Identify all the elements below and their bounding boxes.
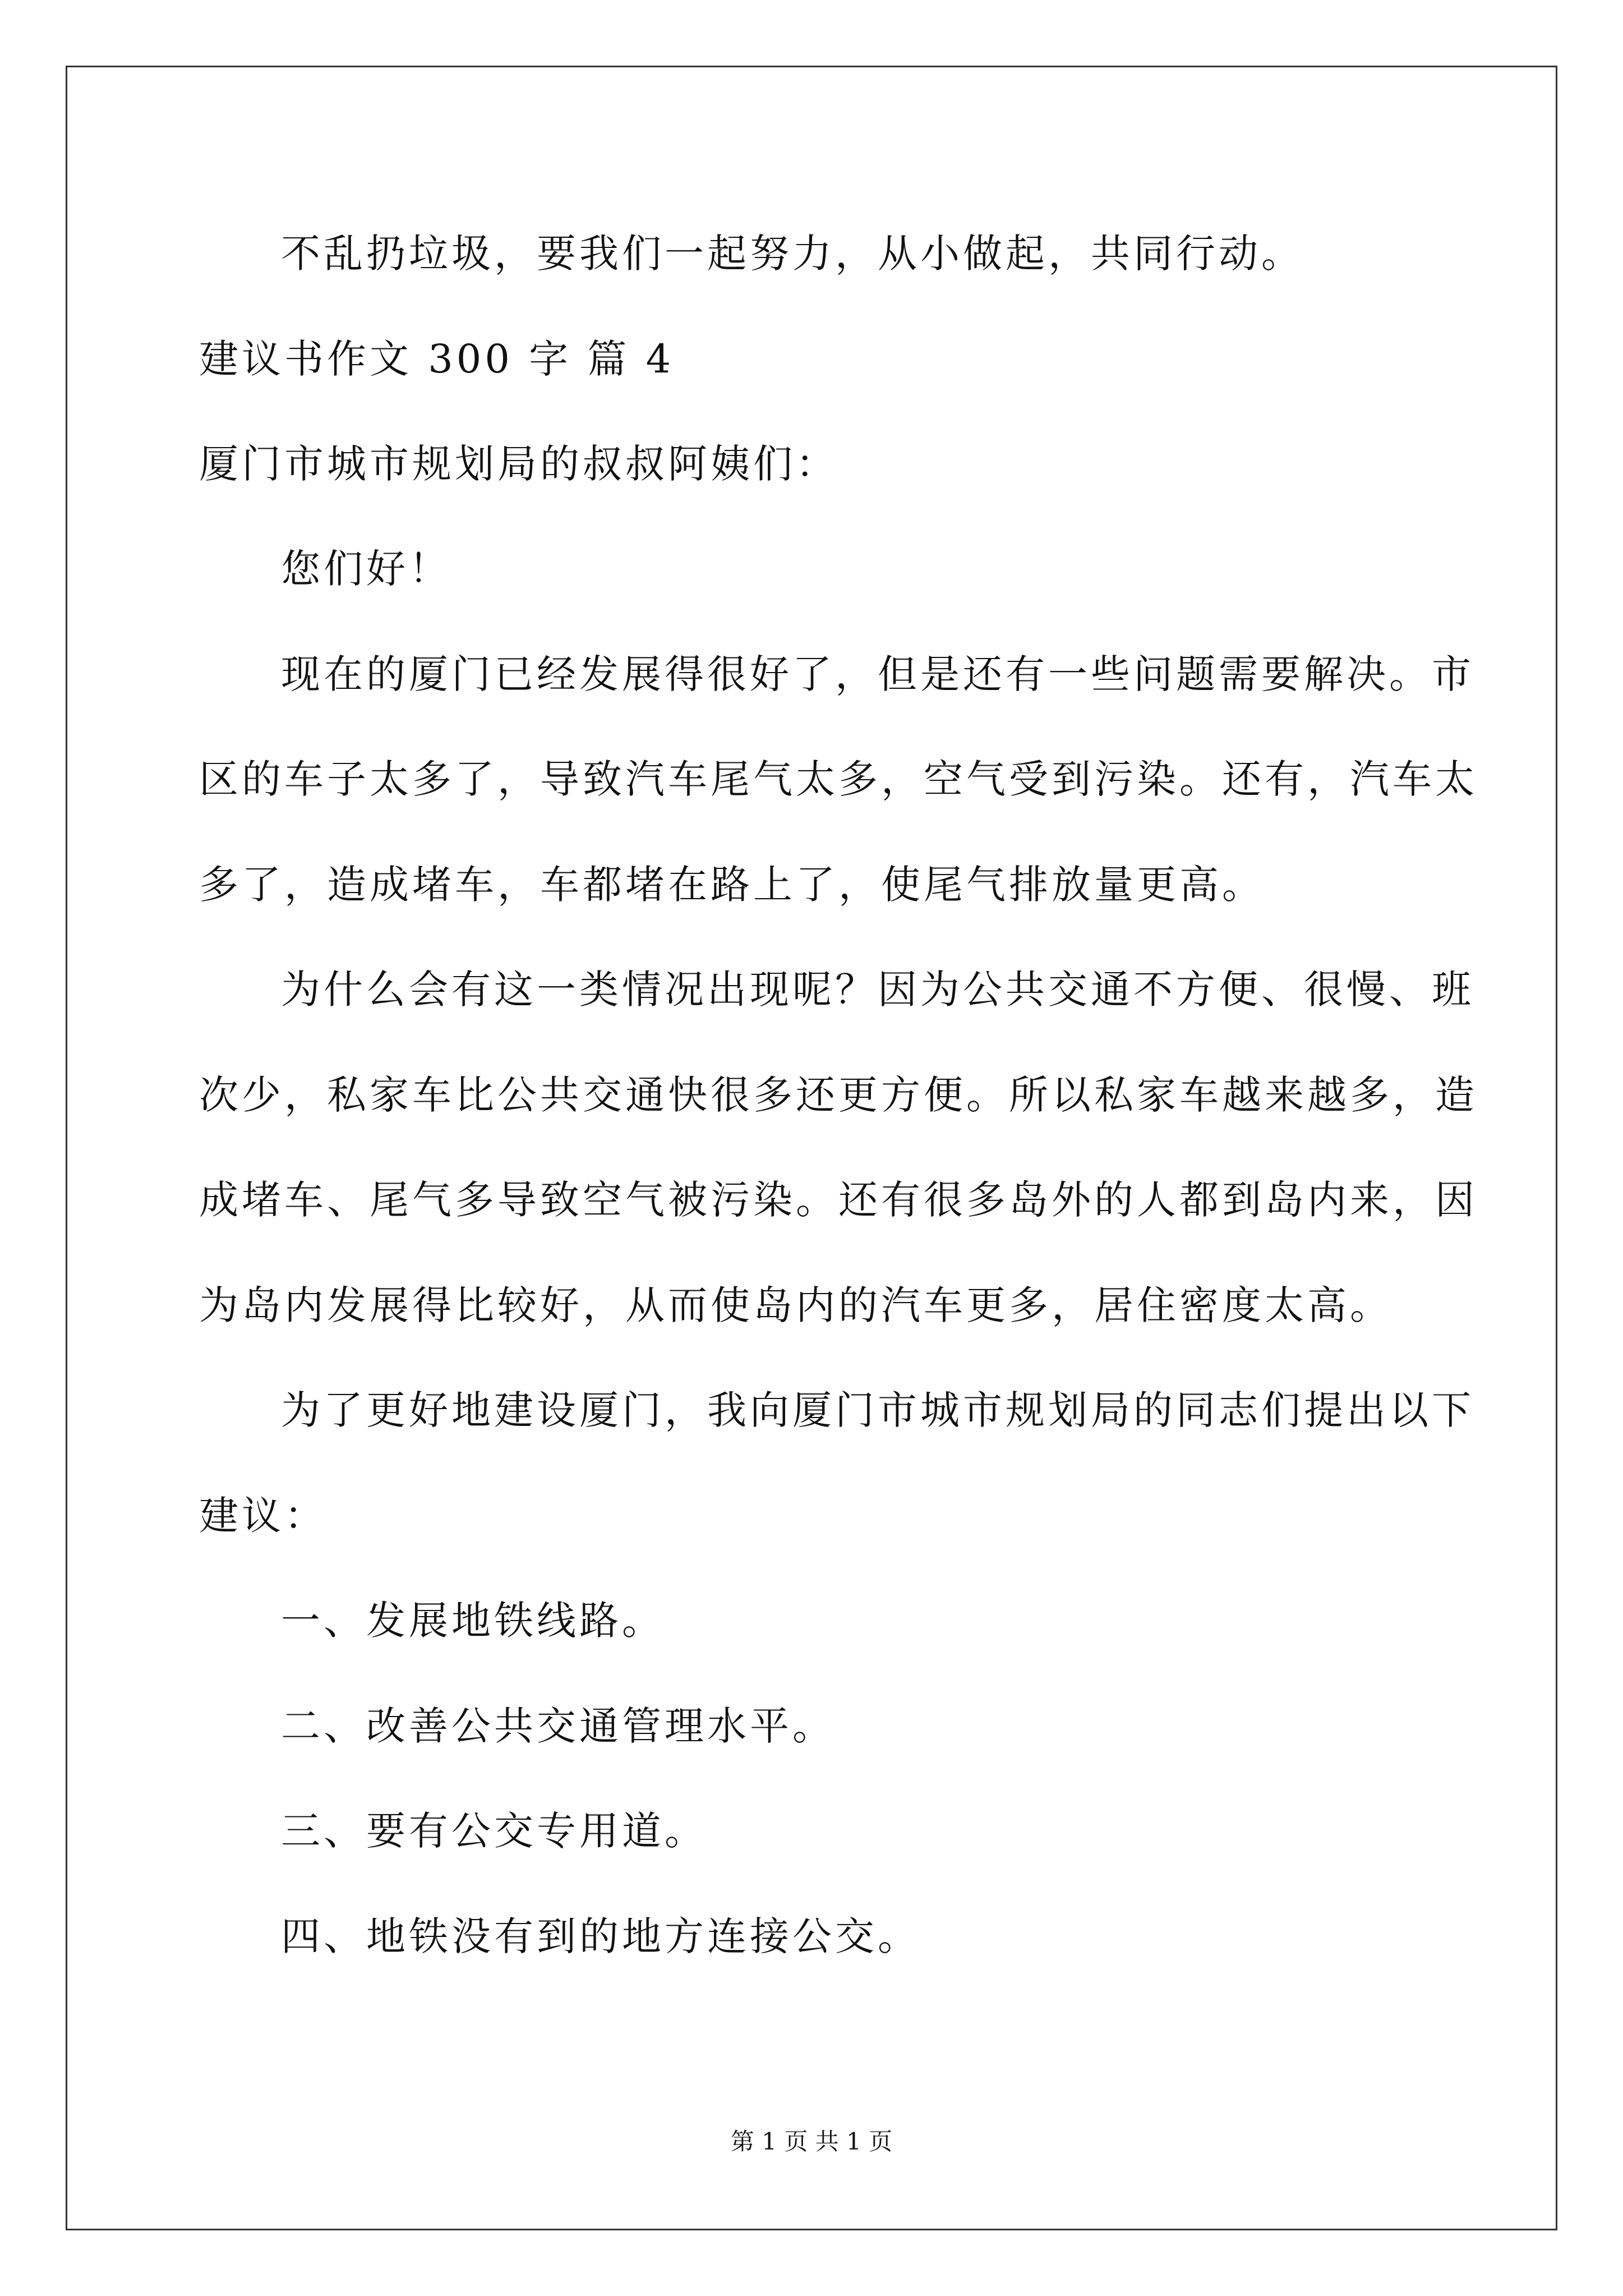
paragraph-line: 区的车子太多了，导致汽车尾气太多，空气受到污染。还有，汽车太 <box>199 756 1478 802</box>
paragraph-line: 多了，造成堵车，车都堵在路上了，使尾气排放量更高。 <box>199 862 1265 908</box>
greeting: 您们好！ <box>281 546 451 592</box>
list-item: 四、地铁没有到的地方连接公交。 <box>281 1913 920 1959</box>
list-item: 一、发展地铁线路。 <box>281 1598 665 1644</box>
paragraph-line: 现在的厦门已经发展得很好了，但是还有一些问题需要解决。市 <box>281 651 1474 697</box>
list-item: 二、改善公共交通管理水平。 <box>281 1703 835 1749</box>
paragraph-line: 建议： <box>199 1493 327 1539</box>
paragraph-line: 为了更好地建设厦门，我向厦门市城市规划局的同志们提出以下 <box>281 1387 1474 1433</box>
salutation: 厦门市城市规划局的叔叔阿姨们： <box>199 441 838 487</box>
page-border <box>66 66 1557 2230</box>
list-item: 三、要有公交专用道。 <box>281 1808 707 1854</box>
section-heading: 建议书作文 300 字 篇 4 <box>199 336 675 382</box>
paragraph-line: 不乱扔垃圾，要我们一起努力，从小做起，共同行动。 <box>281 231 1304 277</box>
page-footer: 第 1 页 共 1 页 <box>730 2128 893 2155</box>
paragraph-line: 为岛内发展得比较好，从而使岛内的汽车更多，居住密度太高。 <box>199 1282 1393 1328</box>
paragraph-line: 为什么会有这一类情况出现呢？因为公共交通不方便、很慢、班 <box>281 967 1474 1013</box>
paragraph-line: 次少，私家车比公共交通快很多还更方便。所以私家车越来越多，造 <box>199 1072 1478 1118</box>
paragraph-line: 成堵车、尾气多导致空气被污染。还有很多岛外的人都到岛内来，因 <box>199 1177 1478 1223</box>
